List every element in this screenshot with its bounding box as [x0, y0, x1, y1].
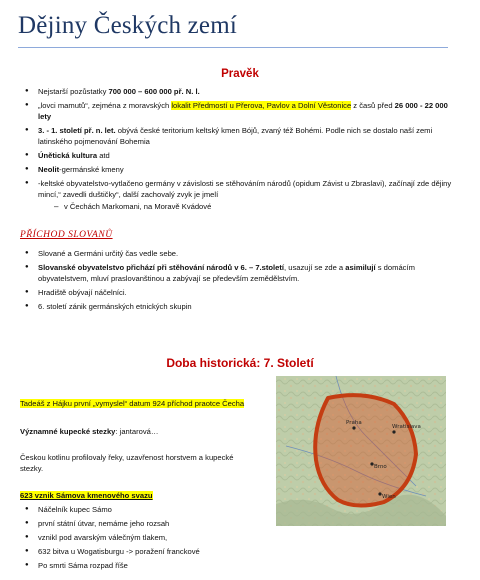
samo-empire-region: [315, 395, 416, 505]
samo-heading: 623 vznik Sámova kmenového svazu: [20, 491, 153, 500]
list-item: ● Nejstarší pozůstatky 700 000 – 600 000 př. N. l.: [22, 86, 452, 97]
list-item: ● Po smrti Sáma rozpad říše: [22, 560, 272, 571]
highlighted-paragraph: Tadeáš z Hájku první „vymyslel“ datum 924 příchod praotce Čecha: [20, 399, 245, 408]
list-item: ● Slovanské obyvatelstvo přichází při stěhování národů v 6. – 7.století, usazují se zde a asimilují s domácím obyvatelstvem, mluví praslovanštinou a zabývají se především zemědělstvím.: [22, 262, 452, 284]
list-item: ● 3. - 1. století př. n. let. obývá české teritorium keltský kmen Bójů, zvaný též Bohémi. Podle nich se dostalo naší zemi latinského pojmenování Bohemia: [22, 125, 452, 147]
map-city-dot: [392, 430, 395, 433]
list-item: ● Hradiště obývají náčelníci.: [22, 287, 452, 298]
list-item: ● -keltské obyvatelstvo-vytlačeno germány v závislosti se stěhováním národů (opidum Závist u Zbraslavi), začínají zde dějiny mincí,“ zavedli duštičky“, další zachovalý zvyk je jmelí: [22, 178, 452, 200]
map-label: Wien: [382, 494, 396, 500]
list-item: ● Slované a Germáni určitý čas vedle sebe.: [22, 248, 452, 259]
list-item: ● první státní útvar, nemáme jeho rozsah: [22, 518, 272, 529]
samo-list: [22, 504, 272, 574]
list-subitem: – v Čechách Markomani, na Moravě Kvádové: [22, 201, 452, 212]
list-item: ● 632 bitva u Wogatisburgu -> poražení franckové: [22, 546, 272, 557]
map-label: Brno: [374, 464, 387, 470]
list-item: ● Neolit-germánské kmeny: [22, 164, 452, 175]
map-label: Wratislava: [392, 424, 421, 430]
map-label: Praha: [346, 420, 362, 426]
pravek-list: [22, 86, 452, 215]
list-item: ● vznikl pod avarským válečným tlakem,: [22, 532, 272, 543]
page-title: Dějiny Českých zemí: [18, 12, 238, 39]
list-item: ● Náčelník kupec Sámo: [22, 504, 272, 515]
map-city-dot: [352, 426, 355, 429]
paragraph: Českou kotlinu profilovaly řeky, uzavřenost horstvem a kupecké stezky.: [20, 453, 234, 473]
subheading-prichod-slovanu: PŘÍCHOD SLOVANŮ: [20, 230, 113, 240]
trade-routes-line: Významné kupecké stezky: jantarová…: [20, 427, 159, 436]
list-item: ● „lovci mamutů“, zejména z moravských lokalit Předmostí u Přerova, Pavlov a Dolní Věstonice z časů před 26 000 - 22 000 lety: [22, 100, 452, 122]
list-item: ● 6. století zánik germánských etnických skupin: [22, 301, 452, 312]
title-divider: [18, 47, 448, 48]
section-heading-pravek: Pravěk: [221, 68, 259, 80]
slovane-list: [22, 248, 452, 315]
section-heading-doba-historicka: Doba historická: 7. Století: [166, 356, 314, 370]
historical-map-image: [276, 376, 446, 526]
list-item: ● Únětická kultura atd: [22, 150, 452, 161]
highlighted-text: lokalit Předmostí u Přerova, Pavlov a Dolní Věstonice: [171, 101, 352, 110]
